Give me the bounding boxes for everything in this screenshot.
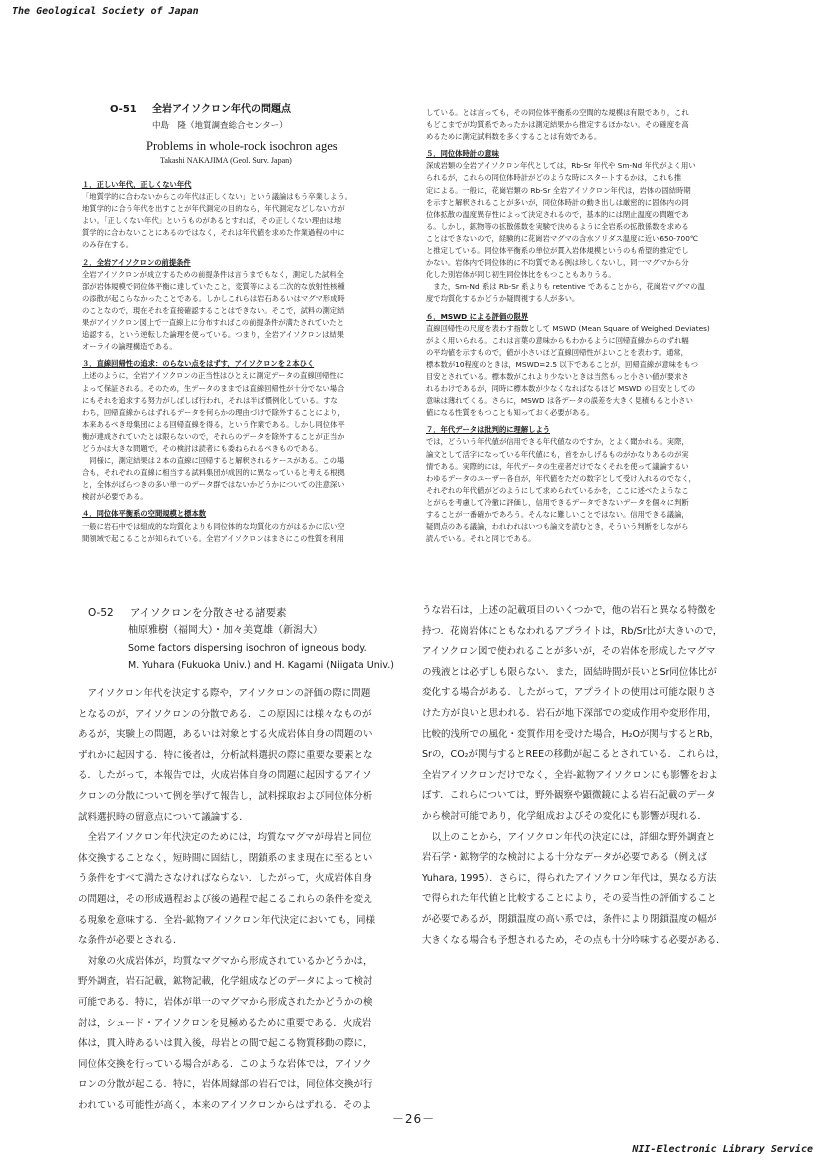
text-line: 以上のことから，アイソクロン年代の決定には，詳細な野外調査と [422, 831, 716, 843]
text-line: 位体拡散の温度異存性によって決定されるので，基本的には閉止温度の問題であ [426, 209, 689, 219]
section-heading: １．正しい年代，正しくない年代 [82, 180, 192, 189]
text-line: の問題は，その形成過程および後の過程で起こるこれらの条件を変え [78, 893, 373, 905]
paper1-left-column [82, 179, 412, 584]
paper1-author-jp: 中島 隆（地質調査総合センター） [152, 121, 288, 131]
text-line: と，全体がばらつきの多い単一のデータ群ではないかどうかについての注意深い [82, 480, 345, 490]
text-line: とがらを考慮して冷徹に評価し，信用できるデータできないデータを個々に判断 [426, 497, 689, 507]
text-line: 検討が必要である。 [82, 492, 148, 502]
text-line: 本来あるべき母集団による回帰直線を得る，という作業である。しかし同位体平 [82, 419, 345, 429]
text-line: れるわけであるが，同時に標本数が少なくなればなるほど MSWD の目安としての [426, 384, 696, 394]
text-line: から検討可能であり，化学組成およびその変化にも影響が現れる． [422, 810, 708, 822]
text-line: それぞれの年代値がどのようにして求められているかを，ここに述べたようなこ [426, 485, 689, 495]
section-heading: ６．MSWD による評価の限界 [426, 311, 529, 321]
text-line: 試料選択時の留意点について議論する． [78, 811, 249, 823]
text-line: クロンの分散について例を挙げて報告し，試料採取および同位体分析 [78, 790, 373, 802]
text-line: 一般に岩石中では組成的な均質化よりも同位体的な均質化の方がはるかに広い空 [82, 521, 345, 531]
section-heading: ７．年代データは批判的に理解しよう [426, 425, 551, 435]
text-line: 同位体交換を行っている場合がある．このような岩体では，アイソク [78, 1058, 372, 1070]
paper1-heading [110, 97, 410, 165]
text-line: 度で均質化するかどうか疑問視する人が多い。 [426, 294, 580, 304]
text-line: 全岩アイソクロン年代決定のためには，均質なマグマが母岩と同位 [78, 832, 372, 844]
text-line: 上述のように，全岩アイソクロンの正当性はひとえに測定データの直線回帰性に [82, 371, 344, 381]
text-line: 値になる性質をもつことも知っておく必要がある。 [426, 408, 594, 418]
paper1-author-en: Takashi NAKAJIMA (Geol. Surv. Japan) [160, 156, 292, 165]
paper2-right-column [422, 601, 760, 961]
text-line: のことなので，現在それを直接確認することはできない。そこで，試料の測定結 [82, 305, 345, 315]
text-line: 部が岩体規模で同位体平衡に達していたこと，変質等による二次的な放射性核種 [82, 281, 345, 291]
paper1-number: O-51 [110, 104, 137, 115]
section-heading: ４．同位体平衡系の空間規模と標本数 [82, 509, 207, 519]
paper2-left-column [78, 684, 416, 1124]
text-line: 体は，貫入時あるいは貫入後，母岩との間で起こる物質移動の際に， [78, 1038, 373, 1050]
text-line: となるのが，アイソクロンの分散である．この原因には様々なものが [78, 708, 372, 720]
text-line: わち，回帰直線からはずれるデータを何らかの理由づけで除外することにより， [82, 407, 345, 417]
text-line: ぼす．これらについては，野外観察や顕微鏡による岩石記載のデータ [422, 790, 716, 802]
text-line: 対象の火成岩体が，均質なマグマから形成されているかどうかは， [78, 955, 373, 967]
text-line: わゆるデータのユーザー各自が，年代値をただの数字として受け入れるのでなく， [426, 473, 696, 483]
text-line: られるが，これらの同位体時計がどのような時にスタートするかは，これも推 [426, 173, 682, 183]
library-footer: NII-Electronic Library Service [632, 1144, 813, 1155]
text-line: ことはできないので，経験的に花崗岩マグマの含水ソリダス温度に近い650-700℃ [426, 233, 699, 243]
section-heading: ３．直線回帰性の追求：のらない点をはずす，アイソクロンを２本ひく [82, 359, 315, 369]
text-line: アイソクロン年代を決定する際や，アイソクロンの評価の際に問題 [78, 688, 371, 699]
text-line: 可能である．特に，岩体が単一のマグマから形成されたかどうかの検 [78, 996, 373, 1008]
text-line: 疑問点のある議論，われわれはいつも論文を読むとき，そういう判断をしながら [426, 522, 689, 532]
text-line: めるために測定試料数を多くすることは有効である。 [426, 132, 602, 142]
text-line: 全岩アイソクロンだけでなく，全岩-鉱物アイソクロンにも影響をおよ [422, 769, 718, 781]
text-line: 深成岩類の全岩アイソクロン年代としては，Rb-Sr 年代や Sm-Nd 年代がよく用い [426, 161, 696, 171]
text-line: Yuhara, 1995）．さらに，得られたアイソクロン年代は，異なる方法 [422, 872, 717, 884]
text-line: アイソクロン図で使われることが多いが，その岩体を形成したマグマ [422, 646, 716, 658]
text-line: のみ存在する。 [82, 240, 134, 250]
text-line: 間領域で起こることが知られている。全岩アイソクロンはまさにこの性質を利用 [82, 533, 344, 543]
text-line: 大きくなる場合も予想されるため，その点も十分吟味する必要がある． [422, 934, 726, 946]
text-line: している。とは言っても，その同位体平衡系の空間的な規模は有限であり，これ [426, 108, 689, 117]
text-line: で得られた年代値と比較することにより，その妥当性の評価すること [422, 893, 717, 905]
text-line: 「地質学的に合わないからこの年代は正しくない」という議論はもう卒業しよう。 [82, 192, 352, 202]
text-line: 変化する場合がある．したがって，アプライトの使用は可能な限りさ [422, 687, 717, 699]
paper1-right-column [426, 107, 756, 587]
text-line: 岩石学・鉱物学的な検討による十分なデータが必要である（例えば [422, 852, 708, 864]
text-line: 目安とされている。標本数がこれより少ないときは当然もっと小さい値が要求さ [426, 371, 689, 381]
paper2-authors-en: M. Yuhara (Fukuoka Univ.) and H. Kagami (Niigata Univ.) [128, 660, 394, 671]
text-line: の残液とは必ずしも限らない．また，固結時間が長いとSr同位体比が [422, 666, 717, 678]
text-line: る。しかし，鉱物等の拡散係数を実験で決めるように全岩系の拡散係数を求める [426, 221, 689, 231]
text-line: 追認する，という逆転した論理を使っている。つまり，全岩アイソクロンは結果 [82, 330, 344, 340]
paper2-number: O-52 [88, 607, 114, 619]
text-line: 論文として活字になっている年代値にも，首をかしげるものがかなりあるのが実 [426, 449, 689, 459]
text-line: 合も，それぞれの直線に相当する試料集団が成因的に異なっていると考える根拠 [82, 468, 345, 478]
text-line: 標本数が10程度のときは，MSWD=2.5 以下であることが，回帰直線が意味をもつ [426, 359, 698, 369]
paper2-heading [88, 602, 418, 674]
paper2-title-en: Some factors dispersing isochron of igneous body. [128, 643, 367, 654]
text-line: を示すと解釈されることが多いが，同位体時計の動き出しは厳密的に固体内の同 [426, 197, 689, 207]
text-line: ロンの分散が起こる．特に，岩体周縁部の岩石では，同位体交換が行 [78, 1079, 373, 1091]
text-line: 地質学的に合う年代を出すことが年代測定の目的なら，年代測定などしない方が [82, 204, 345, 214]
text-line: よい。「正しくない年代」というものがあるとすれば，その正しくない理由は地 [82, 216, 342, 226]
text-line: る現象を意味する．全岩-鉱物アイソクロン年代決定においても，同様 [78, 914, 375, 926]
text-line: 同様に，測定結果は２本の直線に回帰すると解釈されるケースがある。この場 [82, 456, 345, 466]
text-line: の添散が起こらなかったことである。しかしこれらは岩石あるいはマグマ形成時 [82, 293, 345, 303]
text-line: Srの，CO₂が関与するとREEの移動が起こるとされている．これらは， [422, 749, 725, 761]
text-line: よって保証される。そのため，生データのままでは直線回帰性が十分でない場合 [82, 383, 345, 393]
text-line: 衡が達成されていたとは限らないので，それらのデータを除外することが正当か [82, 431, 345, 441]
text-line: することが一番確かであろう。そんなに難しいことではない。信用できる議論， [426, 510, 689, 519]
text-line: う条件をすべて満たさなければならない．したがって，火成岩体自身 [78, 873, 373, 885]
text-line: 比較的浅所での風化・変質作用を受けた場合，H₂Oが関与するとRb， [422, 728, 720, 740]
text-line: な条件が必要とされる． [78, 935, 183, 947]
text-line: 情である。実際的には，年代データの生産者だけでなくそれを使って議論するい [426, 461, 689, 471]
text-line: にもそれを追求する努力がしばしば行われ，それは半ば慣例化している。すな [82, 395, 338, 405]
text-line: では，どういう年代値が信用できる年代値なのですか，とよく聞かれる。実際， [426, 437, 689, 447]
text-line: る．したがって，本報告では，火成岩体自身の問題に起因するアイソ [78, 770, 372, 782]
text-line: 直線回帰性の尺度を表わす指数として MSWD (Mean Square of Weighed Deviates) [426, 323, 710, 333]
paper2-authors-jp: 柚原雅樹（福岡大）・加々美寛雄（新潟大） [128, 625, 323, 636]
text-line: ずれかに起因する．特に後者は，分析試料選択の際に重要な要素とな [78, 749, 373, 761]
text-line: 読んでいる。それと同じである。 [426, 534, 536, 544]
section-heading: ５．同位体時計の意味 [426, 149, 499, 159]
text-line: と推定している。同位体平衡系の単位が貫入岩体規模というのも希望的推定でし [426, 246, 689, 256]
text-line: 持つ．花崗岩体にともなわれるアプライトは，Rb/Sr比が大きいので， [422, 625, 723, 637]
text-line: 定による。一般に，花崗岩類の Rb-Sr 全岩アイソクロン年代は，岩体の固結時期 [426, 185, 691, 195]
section-heading: ２．全岩アイソクロンの前提条件 [82, 257, 191, 267]
page-number: －26－ [391, 1112, 436, 1126]
text-line: かない。岩体内で同位体的に不均質である例は珍しくないし，同一マグマから分 [426, 258, 689, 268]
journal-header: The Geological Society of Japan [12, 6, 199, 17]
paper2-title-jp: アイソクロンを分散させる諸要素 [130, 607, 287, 619]
text-line: 野外調査，岩石記載，鉱物記載，化学組成などのデータによって検討 [78, 976, 373, 988]
text-line: が必要であるが，閉鎖温度の高い系では，条件により閉鎖温度の幅が [422, 913, 717, 925]
text-line: 全岩アイソクロンが成立するための前提条件は言うまでもなく，測定した試料全 [82, 269, 344, 279]
text-line: 意味は薄れてくる。さらに，MSWD は各データの誤差を大きく見積もると小さい [426, 396, 693, 406]
text-line: 体交換することなく，短時間に固結し，閉鎖系のまま現在に至るとい [78, 852, 373, 864]
text-line: けた方が良いと思われる．岩石が地下深部での変成作用や変形作用， [422, 707, 717, 719]
paper1-title-en: Problems in whole-rock isochron ages [146, 139, 338, 153]
text-line: の平均値を示すもので，値が小さいほど直線回帰性がよいことを表わす。通常， [426, 347, 688, 357]
text-line: 化した別岩体が同じ初生同位体比をもつこともありうる。 [426, 270, 616, 280]
text-line: もどこまでが均質系であったかは測定結果から推定するほかない。その確度を高 [426, 120, 689, 130]
paper1-title-jp: 全岩アイソクロン年代の問題点 [152, 104, 291, 115]
text-line: 質学的に合わないことにあるのではなく，それは年代値を求めた作業過程の中に [82, 228, 345, 238]
text-line: 討は，シュード・アイソクロンを見極めるために重要である．火成岩 [78, 1017, 372, 1029]
text-line: どうかは大きな問題で，その検討は読者にも委ねられるべきものである。 [82, 443, 323, 453]
text-line: あるが，実験上の問題，あるいは対象とする火成岩体自身の問題のい [78, 729, 373, 741]
text-line: オーライの論理構造である。 [82, 342, 177, 352]
text-line: われている可能性が高く，本来のアイソクロンからはずれる．そのよ [78, 1099, 372, 1111]
text-line: また，Sm-Nd 系は Rb-Sr 系よりも retentive であることから，花崗岩マグマの温 [426, 282, 705, 292]
text-line: がよく用いられる。これは言葉の意味からもわかるように回帰直線からのずれ幅 [426, 335, 689, 345]
text-line: 果がアイソクロン図上で一直線上に分布すればこの前提条件が満たされていたと [82, 318, 344, 328]
text-line: うな岩石は，上述の記載項目のいくつかで，他の岩石と異なる特徴を [422, 605, 717, 616]
